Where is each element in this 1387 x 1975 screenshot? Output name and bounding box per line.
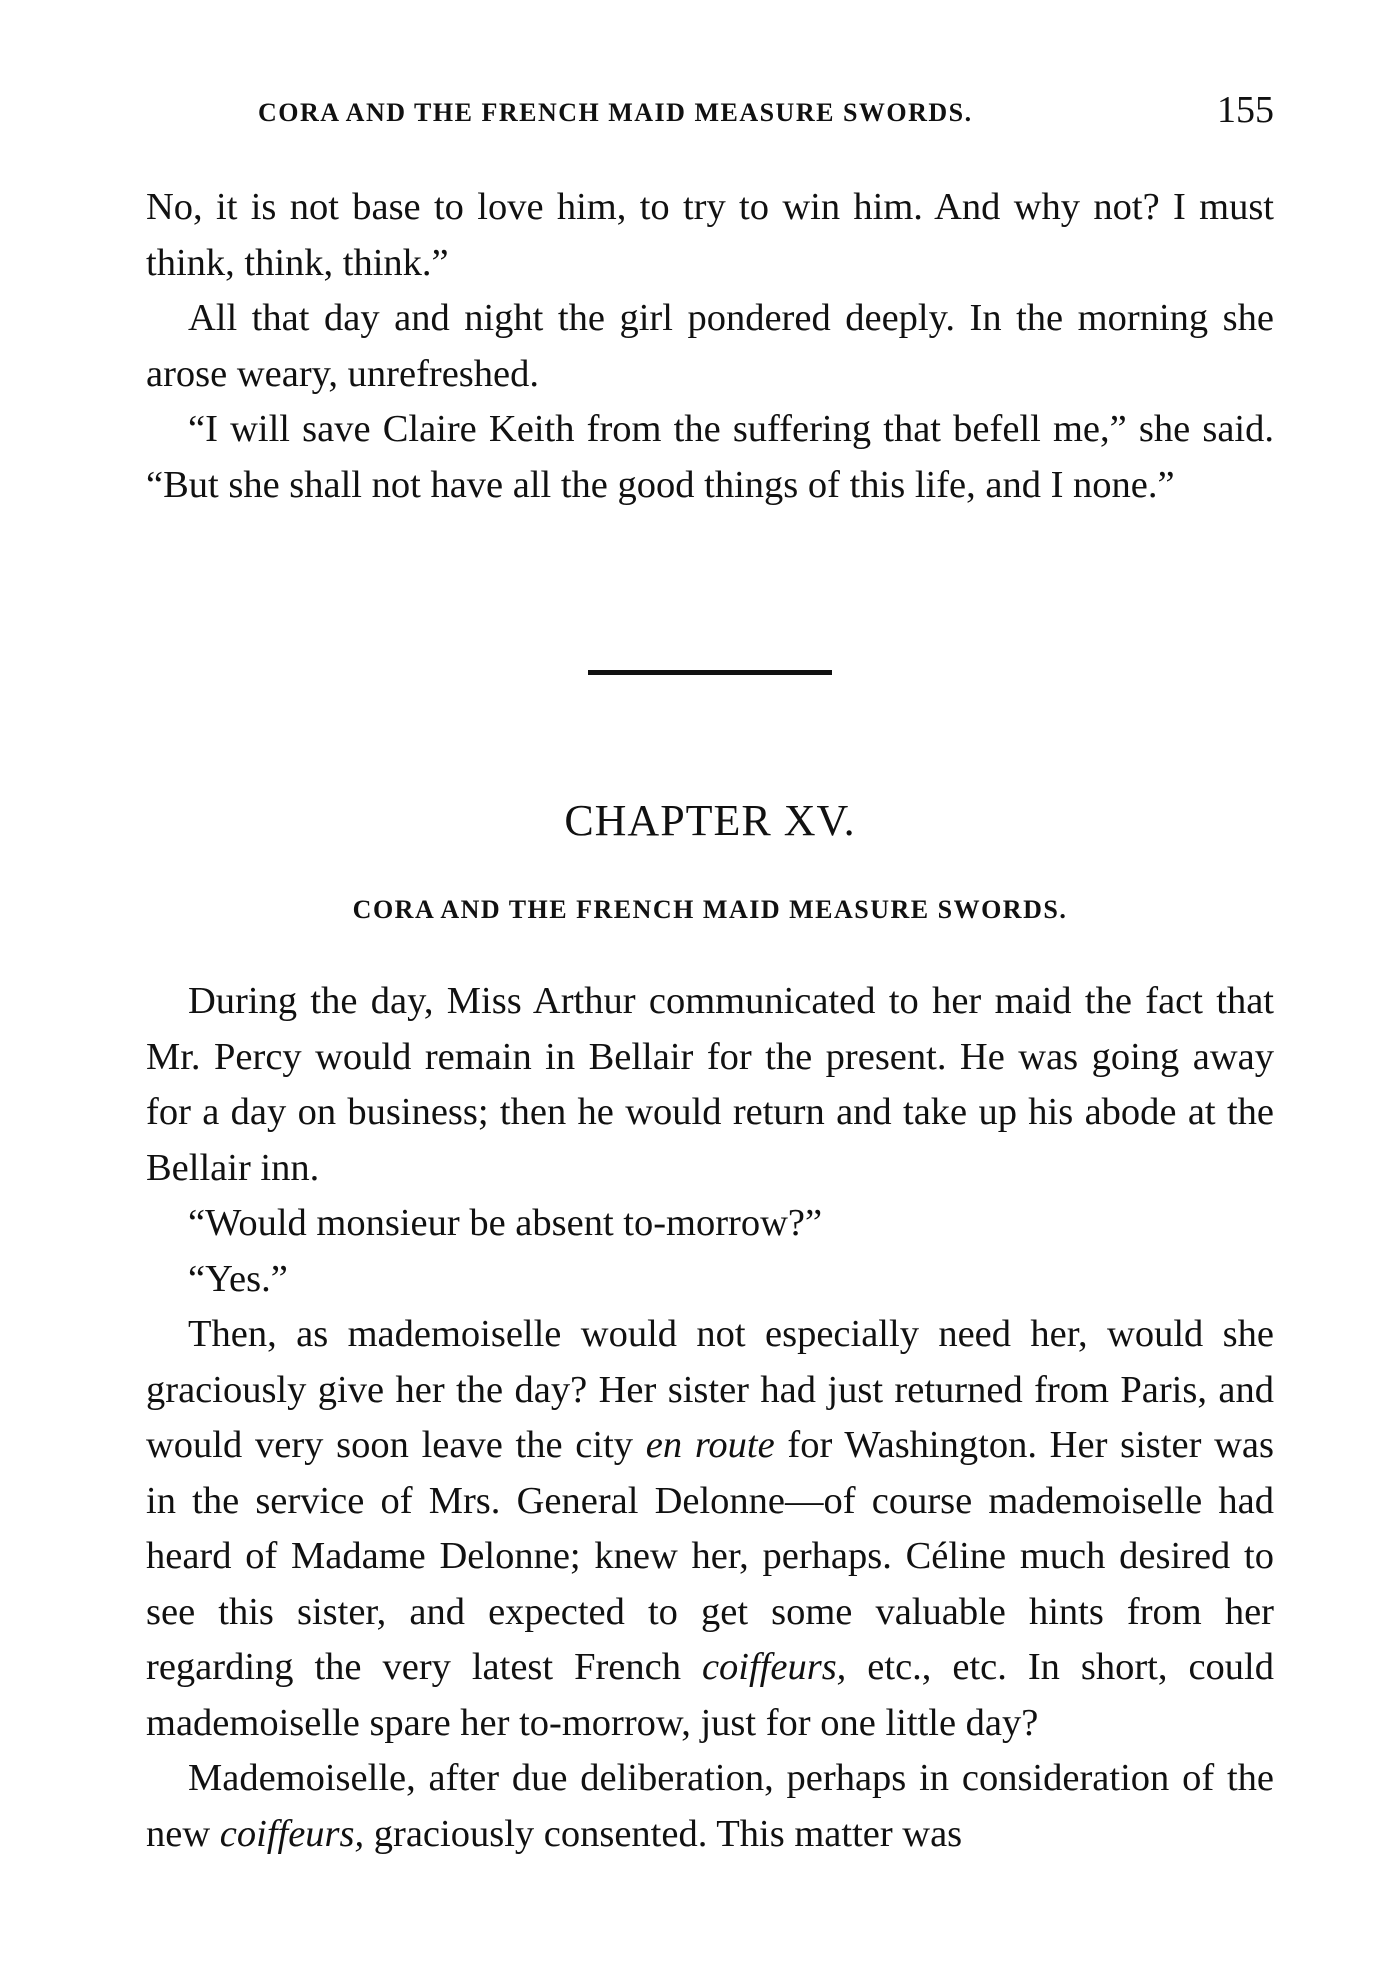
paragraph: “I will save Claire Keith from the suffering that befell me,” she said. “But she shall not have all the good things of this life, and I none.” [146, 408, 1274, 506]
paragraph: During the day, Miss Arthur communicated to her maid the fact that Mr. Percy would remain in Bellair for the present. He was going away for a day on business; then he would return and take up his abode at the Bellair inn. [146, 980, 1274, 1189]
chapter-text [146, 974, 1274, 1862]
section-divider-rule [588, 670, 832, 675]
text-run: graciously consented. This matter was [364, 1812, 963, 1855]
italic-phrase: en route [645, 1424, 775, 1466]
paragraph [146, 1307, 1274, 1751]
book-page [146, 0, 1274, 1975]
paragraph: “Yes.” [188, 1257, 288, 1300]
text-run: etc., etc. In short, could mademoiselle spare her to-morrow, just for one little day? [146, 1646, 1274, 1744]
paragraph: All that day and night the girl pondered deeply. In the morning she arose weary, unrefreshed. [146, 297, 1274, 395]
page-number: 155 [1217, 89, 1274, 131]
italic-phrase: coiffeurs, [219, 1812, 365, 1855]
paragraph [146, 1751, 1274, 1862]
text-block-before-chapter [146, 180, 1274, 513]
italic-phrase: coiffeurs, [701, 1646, 847, 1688]
paragraph: “Would monsieur be absent to-morrow?” [188, 1202, 823, 1244]
paragraph: No, it is not base to love him, to try to win him. And why not? I must think, think, think.” [146, 186, 1274, 284]
running-head [146, 88, 1274, 138]
chapter-subtitle: CORA AND THE FRENCH MAID MEASURE SWORDS. [352, 895, 1068, 924]
text-run: Then, as mademoiselle would not especially need her, would she graciously give her the day? Her sister had just returned from Paris, and would very soon leave the city [146, 1313, 1274, 1466]
chapter-heading: CHAPTER XV. [564, 796, 856, 845]
running-title: CORA AND THE FRENCH MAID MEASURE SWORDS. [258, 98, 973, 127]
text-run: for Washington. Her sister was in the service of Mrs. General Delonne—of course mademoiselle had heard of Madame Delonne; knew her, perhaps. Céline much desired to see this sister, and expected to get some valuable hints from her regarding the very latest French [146, 1424, 1274, 1688]
text-run: Mademoiselle, after due deliberation, perhaps in consideration of the new [146, 1757, 1274, 1855]
